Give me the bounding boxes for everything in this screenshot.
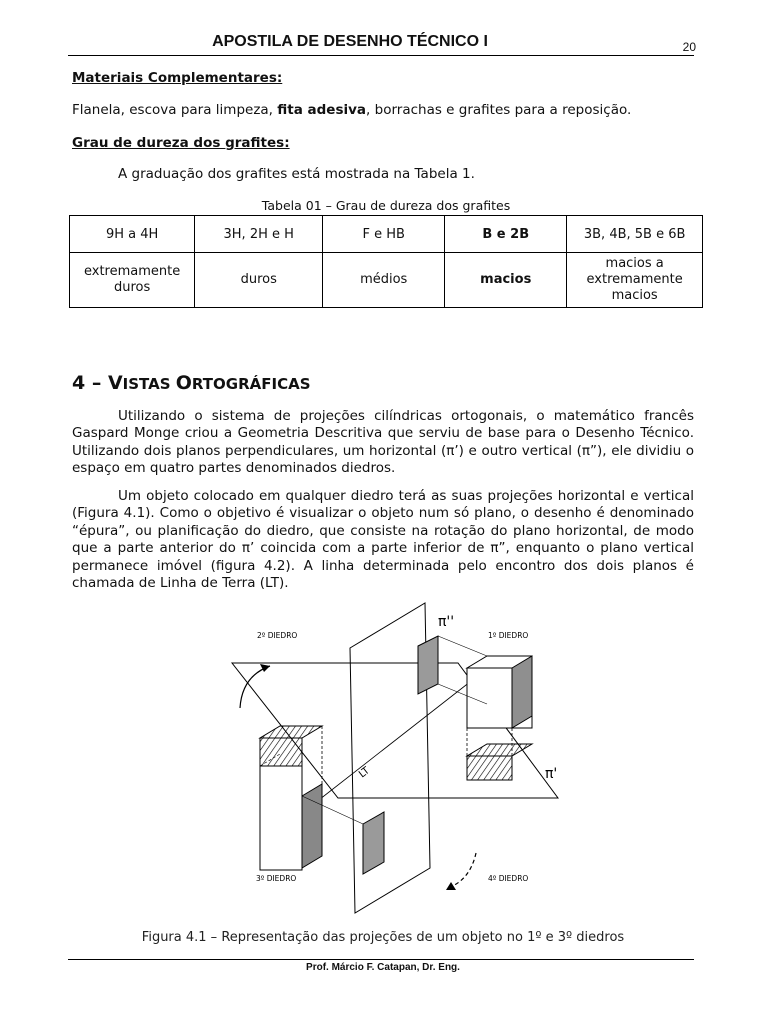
first-dihedral-object: [418, 636, 532, 780]
table-cell: médios: [323, 253, 445, 308]
hardness-intro: A graduação dos grafites está mostrada na Tabela 1.: [118, 166, 475, 182]
label-pi-horizontal: π': [545, 766, 558, 782]
label-1st-dihedral: 1º DIEDRO: [488, 631, 529, 640]
table-cell: F e HB: [323, 216, 445, 253]
document-title: APOSTILA DE DESENHO TÉCNICO I: [212, 33, 488, 50]
third-dihedral-object: [260, 726, 384, 874]
table-cell: macios: [445, 253, 567, 308]
label-ground-line: LT: [357, 765, 372, 781]
table-cell: 3H, 2H e H: [195, 216, 323, 253]
page-number: 20: [682, 40, 696, 54]
figure-caption: Figura 4.1 – Representação das projeções de um objeto no 1º e 3º diedros: [141, 930, 625, 945]
hardness-table: [69, 215, 703, 308]
section-title: 4 – VISTAS ORTOGRÁFICAS: [72, 372, 311, 394]
table-cell: 3B, 4B, 5B e 6B: [567, 216, 703, 253]
rotation-arrow-icon: [448, 853, 476, 888]
label-3rd-dihedral: 3º DIEDRO: [256, 874, 297, 883]
label-2nd-dihedral: 2º DIEDRO: [257, 631, 298, 640]
table-cell: macios a extremamente macios: [567, 253, 703, 308]
table-cell: duros: [195, 253, 323, 308]
hardness-heading: Grau de dureza dos grafites:: [72, 135, 290, 151]
header-rule: [68, 55, 694, 56]
materials-heading: Materiais Complementares:: [72, 70, 283, 86]
arrow-head-icon: [260, 664, 270, 672]
dihedral-figure: [220, 598, 570, 928]
section-paragraph-1: Utilizando o sistema de projeções cilíndricas ortogonais, o matemático francês Gaspard Monge criou a Geometria Descritiva que serviu de base para o Desenho Técnico. Utilizando dois planos perpendiculares, um horizontal (π’) e outro vertical (π”), ele dividiu o espaço em quatro partes denominados diedros.: [72, 408, 694, 477]
table-row: [70, 216, 703, 253]
table-row: [70, 253, 703, 308]
section-paragraph-2: Um objeto colocado em qualquer diedro terá as suas projeções horizontal e vertical (Figura 4.1). Como o objetivo é visualizar o objeto num só plano, o desenho é denominado “épura”, ou planificação do diedro, que consiste na rotação do plano horizontal, de modo que a parte anterior do π’ coincida com a parte inferior de π”, enquanto o plano vertical permanece imóvel (figura 4.2). A linha determinada pelo encontro dos dois planos é chamada de Linha de Terra (LT).: [72, 488, 694, 592]
ground-line: [315, 678, 475, 803]
table-caption: Tabela 01 – Grau de dureza dos grafites: [261, 198, 511, 213]
materials-text: Flanela, escova para limpeza, fita adesiva, borrachas e grafites para a reposição.: [72, 102, 632, 118]
table-cell: extremamente duros: [70, 253, 195, 308]
table-cell: B e 2B: [445, 216, 567, 253]
rotation-arrow-icon: [240, 666, 270, 708]
footer-rule: [68, 959, 694, 960]
label-pi-vertical: π'': [438, 614, 455, 630]
label-4th-dihedral: 4º DIEDRO: [488, 874, 529, 883]
arrow-head-icon: [446, 882, 456, 890]
table-cell: 9H a 4H: [70, 216, 195, 253]
footer-author: Prof. Márcio F. Catapan, Dr. Eng.: [306, 962, 460, 973]
